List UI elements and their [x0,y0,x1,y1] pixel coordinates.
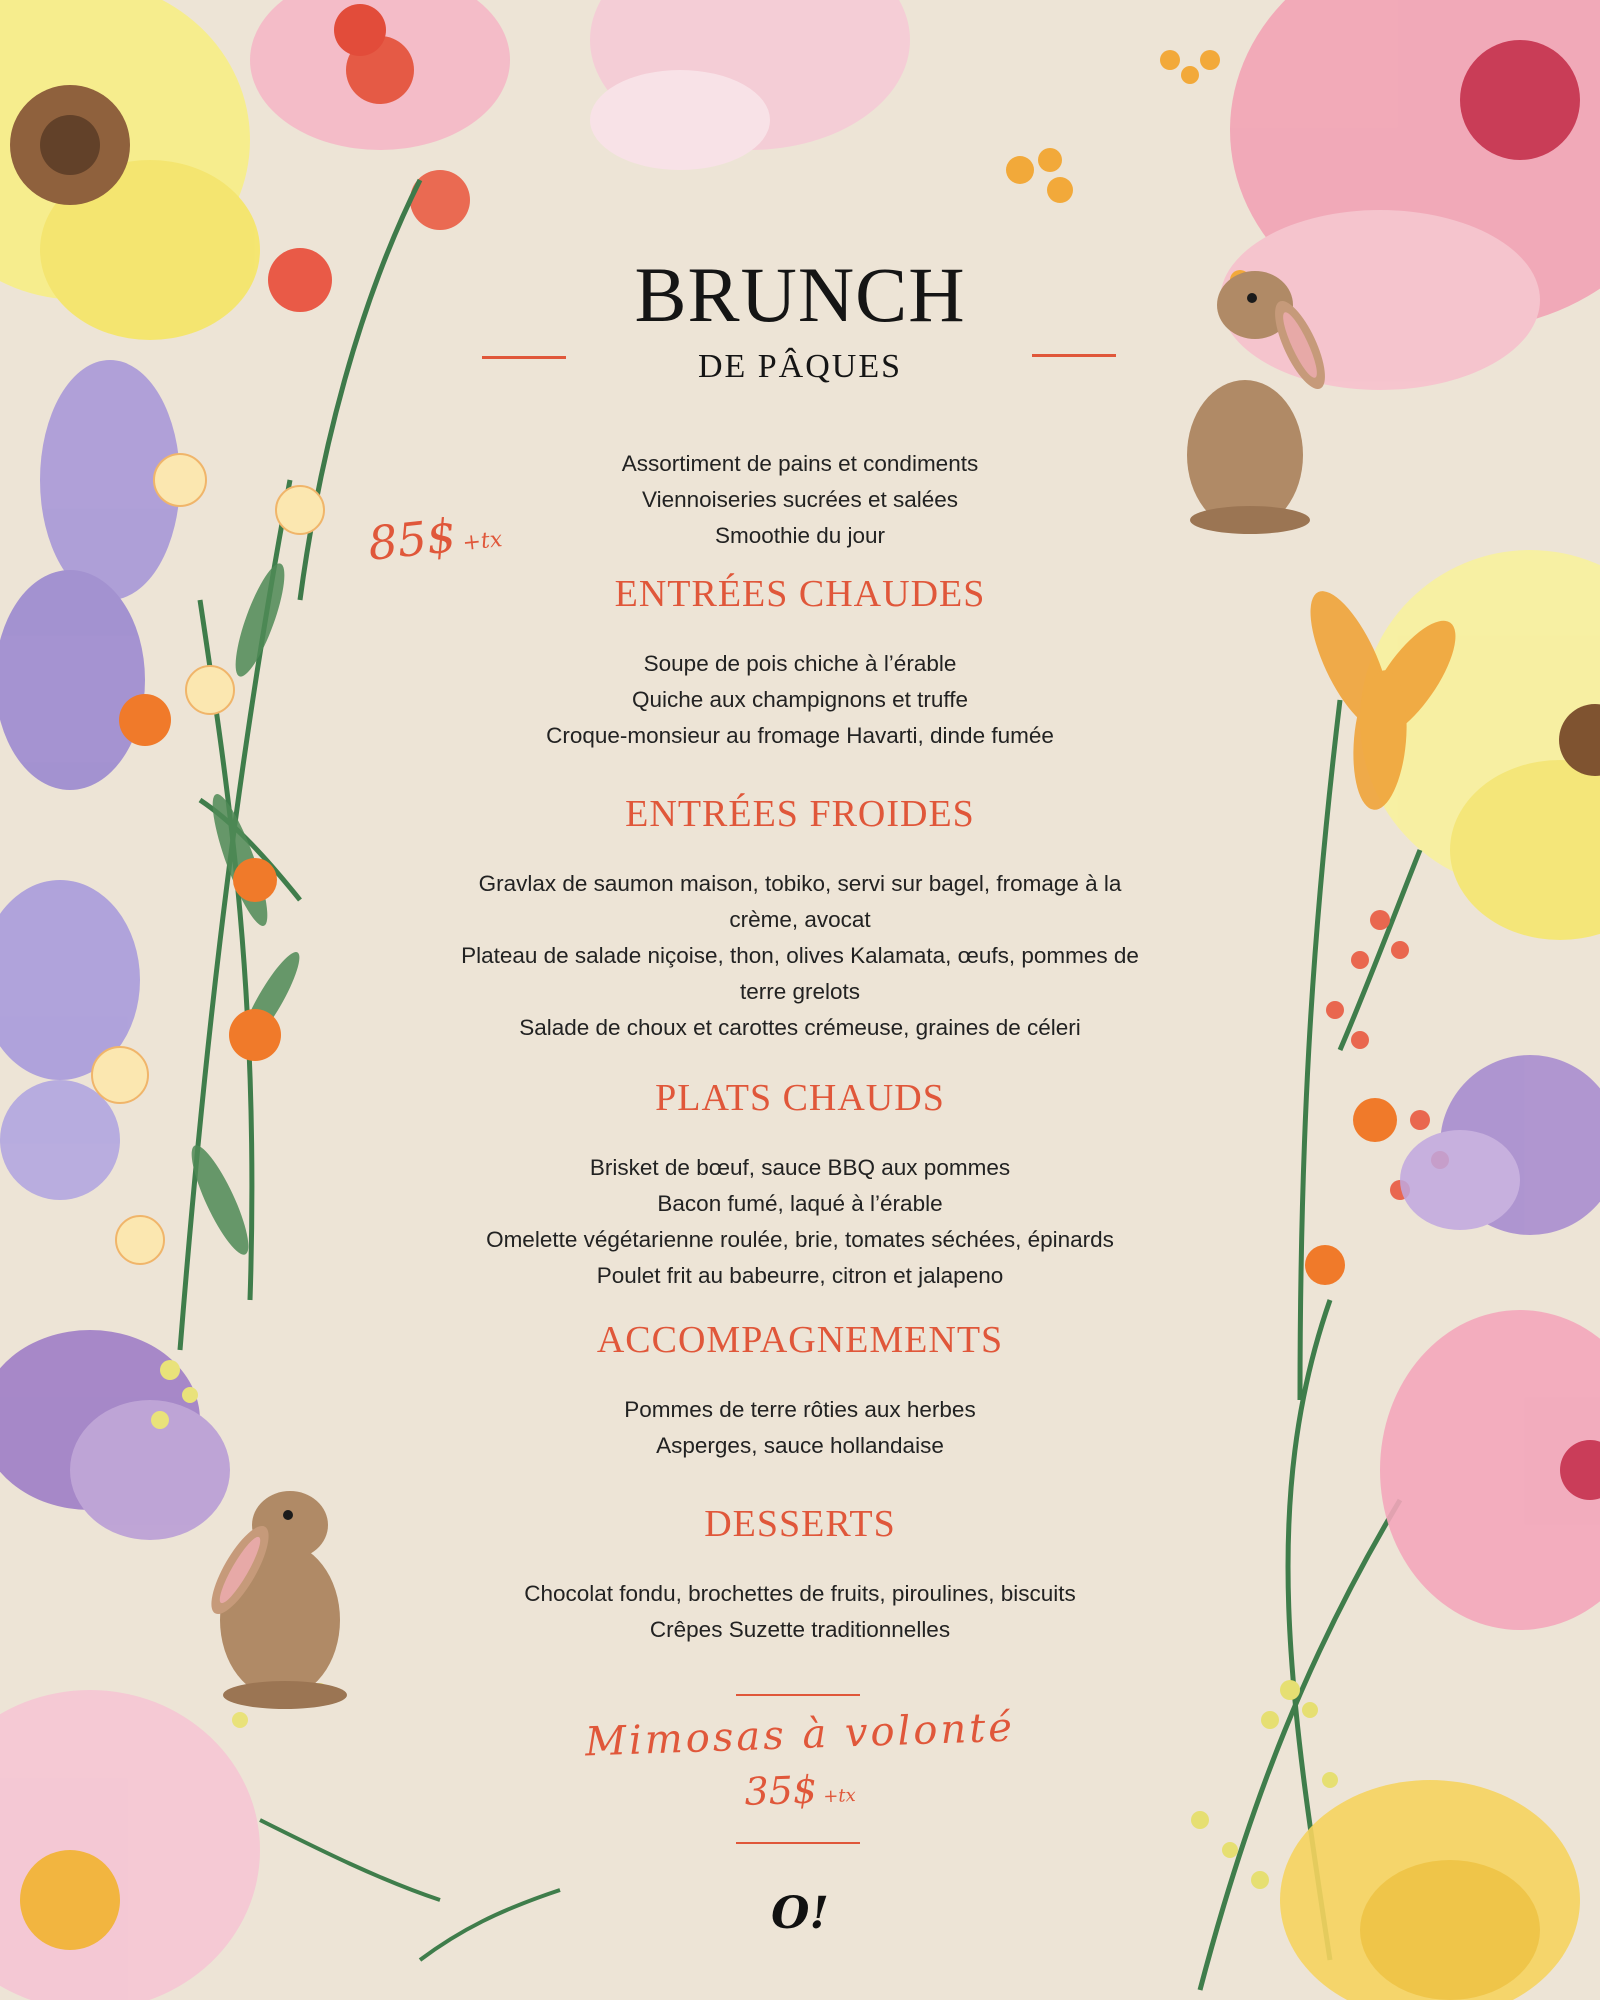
list-item: crème, avocat [729,907,871,932]
list-item: Chocolat fondu, brochettes de fruits, piroulines, biscuits [524,1581,1076,1606]
section-items-plats-chauds [380,1150,1220,1294]
title-rule-right [1032,354,1116,357]
list-item: Quiche aux champignons et truffe [631,687,969,712]
mimosa-rule-bottom [736,1842,860,1844]
section-title-plats-chauds: PLATS CHAUDS [655,1077,945,1119]
list-item: Brisket de bœuf, sauce BBQ aux pommes [589,1155,1011,1180]
brand-logo: O! [771,1888,829,1939]
list-item: Smoothie du jour [714,523,886,548]
menu-title: BRUNCH [634,251,966,338]
list-item: Asperges, sauce hollandaise [656,1433,944,1458]
menu-price-amount: 85$ [365,507,459,571]
section-items-desserts [380,1576,1220,1648]
list-item: Viennoiseries sucrées et salées [641,487,958,512]
list-item: Pommes de terre rôties aux herbes [624,1397,976,1422]
list-item: Croque-monsieur au fromage Havarti, dinde fumée [546,723,1054,748]
list-item: Soupe de pois chiche à l’érable [643,651,957,676]
list-item: Assortiment de pains et condiments [621,451,979,476]
menu-subtitle: DE PÂQUES [697,348,903,385]
section-title-desserts: DESSERTS [704,1503,896,1545]
list-item: terre grelots [739,979,861,1004]
list-item: Omelette végétarienne roulée, brie, tomates séchées, épinards [486,1227,1114,1252]
section-title-accompagnements: ACCOMPAGNEMENTS [596,1319,1004,1361]
mimosa-label: Mimosas à volonté [584,1704,1016,1766]
menu-price-tax: +tx [461,527,504,557]
list-item: Gravlax de saumon maison, tobiko, servi sur bagel, fromage à la [478,871,1122,896]
list-item: Bacon fumé, laqué à l’érable [657,1191,943,1216]
section-title-entrees-chaudes: ENTRÉES CHAUDES [614,573,986,615]
section-items-accompagnements [380,1392,1220,1464]
section-items-entrees-froides [380,866,1220,1046]
list-item: Plateau de salade niçoise, thon, olives Kalamata, œufs, pommes de [461,943,1139,968]
mimosa-rule-top [736,1694,860,1696]
list-item: Poulet frit au babeurre, citron et jalapeno [596,1263,1004,1288]
mimosa-price-amount: 35$ [743,1767,818,1814]
section-title-entrees-froides: ENTRÉES FROIDES [625,793,975,835]
list-item: Crêpes Suzette traditionnelles [649,1617,951,1642]
list-item: Salade de choux et carottes crémeuse, graines de céleri [519,1015,1081,1040]
intro-items [380,446,1220,557]
mimosa-price-tax: +tx [822,1785,857,1808]
section-items-entrees-chaudes [380,646,1220,754]
